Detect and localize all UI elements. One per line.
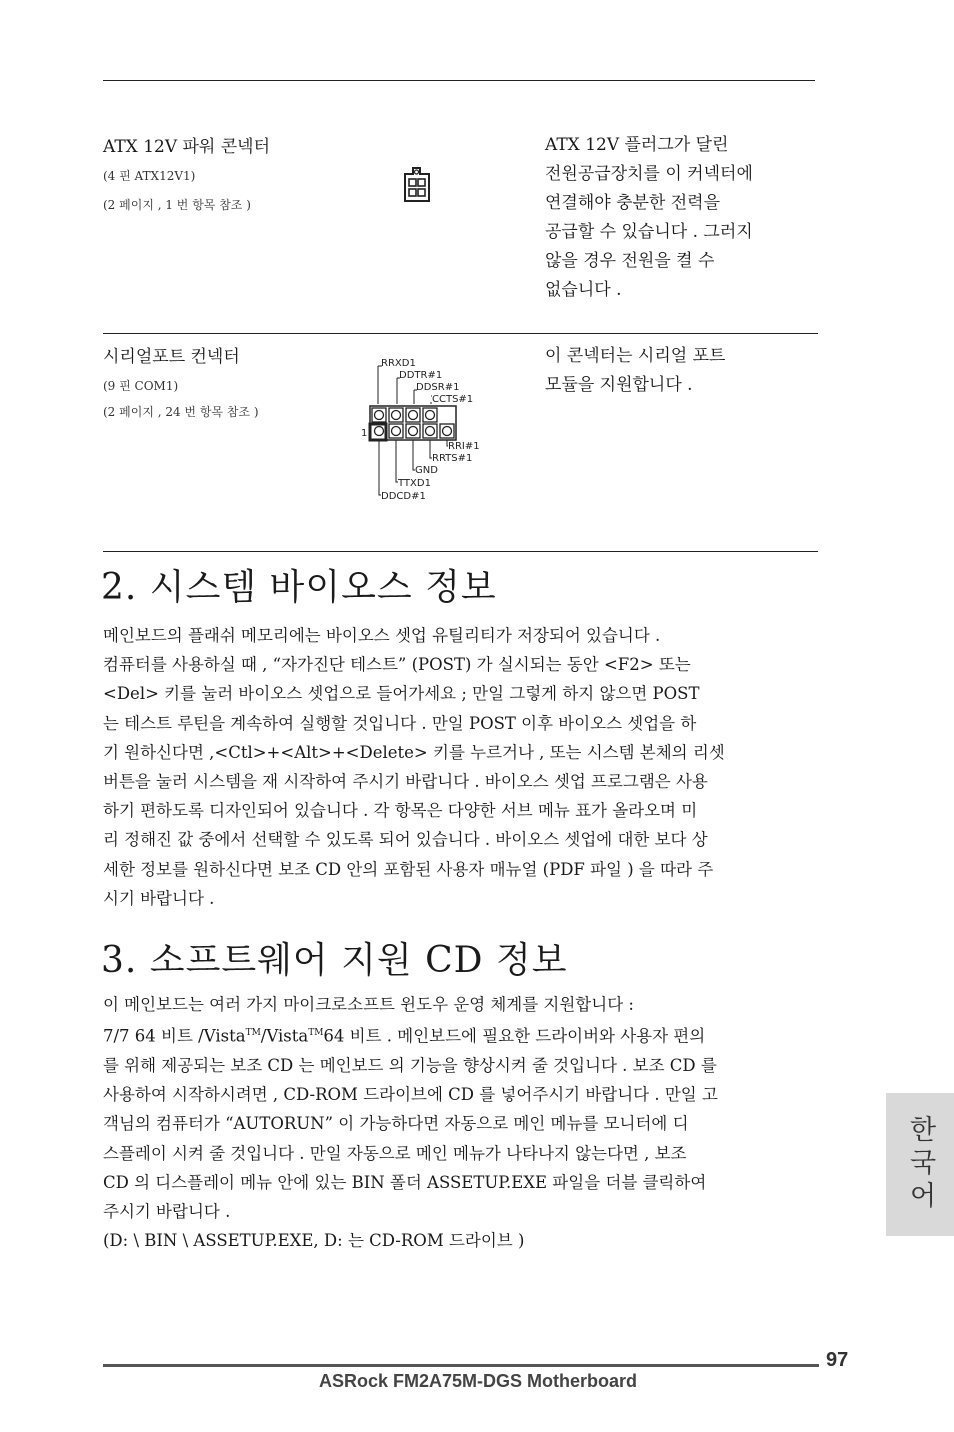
page-number: 97 — [826, 1349, 849, 1371]
para-line: 버튼을 눌러 시스템을 재 시작하여 주시기 바랍니다 . 바이오스 셋업 프로그램은 사용 — [103, 772, 708, 792]
desc-line: 모듈을 지원합니다 . — [545, 375, 693, 395]
para-line: (D: \ BIN \ ASSETUP.EXE, D: 는 CD-ROM 드라이브 ) — [103, 1231, 525, 1251]
divider-rule — [103, 551, 818, 552]
para-line: 기 원하신다면 ,<Ctl>+<Alt>+<Delete> 키를 누르거나 , 또는 시스템 본체의 리셋 — [103, 742, 725, 762]
para-line: 이 메인보드는 여러 가지 마이크로소프트 윈도우 운영 체계를 지원합니다 : — [103, 995, 634, 1014]
desc-line: 않을 경우 전원을 켤 수 — [545, 251, 715, 271]
atx-connector-pins: (4 핀 ATX12V1) — [103, 169, 196, 183]
footer-rule — [103, 1364, 819, 1367]
desc-line: 없습니다 . — [545, 280, 622, 300]
pin-label: RRI#1 — [448, 441, 480, 452]
para-line: 를 위해 제공되는 보조 CD 는 메인보드 의 기능을 향상시켜 줄 것입니다 . 보조 CD 를 — [103, 1055, 717, 1075]
para-line: 시기 바랍니다 . — [103, 888, 215, 908]
para-line: 컴퓨터를 사용하실 때 , “자가진단 테스트” (POST) 가 실시되는 동안 <F2> 또는 — [103, 655, 691, 675]
section-2-heading: 2. 시스템 바이오스 정보 — [101, 567, 497, 608]
para-line: 주시기 바랍니다 . — [103, 1201, 231, 1221]
para-line: CD 의 디스플레이 메뉴 안에 있는 BIN 폴더 ASSETUP.EXE 파일을 더블 클릭하여 — [103, 1172, 707, 1192]
pin-one-marker: 1 — [361, 428, 368, 439]
para-line: 객님의 컴퓨터가 “AUTORUN” 이 가능하다면 자동으로 메인 메뉴를 모니터에 디 — [103, 1114, 689, 1134]
para-line: 는 테스트 루틴을 계속하여 실행할 것입니다 . 만일 POST 이후 바이오스 셋업을 하 — [103, 713, 697, 733]
pin-label: RRXD1 — [381, 358, 416, 369]
para-line — [103, 1019, 819, 1051]
section-3-heading: 3. 소프트웨어 지원 CD 정보 — [101, 940, 568, 981]
pin-label: RRTS#1 — [432, 453, 473, 464]
para-line: 사용하여 시작하시려면 , CD-ROM 드라이브에 CD 를 넣어주시기 바랍니다 . 만일 고 — [103, 1085, 718, 1105]
language-side-tab — [886, 1093, 954, 1236]
serial-port-header-icon — [360, 352, 490, 507]
atx-power-connector-icon — [402, 165, 434, 207]
desc-line: 이 콘넥터는 시리얼 포트 — [545, 346, 726, 366]
pin-label: DDTR#1 — [399, 370, 443, 381]
pin-label: TTXD1 — [398, 478, 431, 489]
para-line: 스플레이 시켜 줄 것입니다 . 만일 자동으로 메인 메뉴가 나타나지 않는다면 , 보조 — [103, 1143, 687, 1163]
trademark-mark: TM — [245, 1028, 261, 1039]
pin-label: DDSR#1 — [416, 382, 460, 393]
os-list-text: 7/7 64 비트 /Vista — [103, 1026, 246, 1046]
desc-line: 전원공급장치를 이 커넥터에 — [545, 164, 753, 184]
serial-connector-pins: (9 핀 COM1) — [103, 379, 179, 393]
serial-connector-ref: (2 페이지 , 24 번 항목 참조 ) — [103, 405, 259, 419]
trademark-mark: TM — [308, 1028, 324, 1039]
serial-connector-title: 시리얼포트 컨넥터 — [103, 347, 240, 367]
top-rule — [103, 80, 815, 81]
pin-label: CCTS#1 — [432, 394, 474, 405]
os-list-text: 64 비트 . 메인보드에 필요한 드라이버와 사용자 편의 — [323, 1026, 706, 1046]
pin-label: DDCD#1 — [381, 491, 426, 502]
atx-connector-description — [545, 131, 753, 305]
atx-connector-title: ATX 12V 파워 콘넥터 — [103, 137, 271, 157]
para-line: <Del> 키를 눌러 바이오스 셋업으로 들어가세요 ; 만일 그렇게 하지 않으면 POST — [103, 684, 700, 704]
para-line: 하기 편하도록 디자인되어 있습니다 . 각 항목은 다양한 서브 메뉴 표가 올라오며 미 — [103, 801, 698, 821]
para-line: 세한 정보를 원하신다면 보조 CD 안의 포함된 사용자 매뉴얼 (PDF 파일 ) 을 따라 주 — [103, 859, 714, 879]
para-line: 리 정해진 값 중에서 선택할 수 있도록 되어 있습니다 . 바이오스 셋업에 대한 보다 상 — [103, 830, 708, 850]
atx-connector-ref: (2 페이지 , 1 번 항목 참조 ) — [103, 198, 251, 212]
desc-line: 연결해야 충분한 전력을 — [545, 193, 721, 213]
pin-label: GND — [415, 465, 438, 476]
os-list-text: /Vista — [260, 1026, 309, 1046]
desc-line: 공급할 수 있습니다 . 그러지 — [545, 222, 753, 242]
footer-product-name: ASRock FM2A75M-DGS Motherboard — [318, 1371, 638, 1391]
section-2-body — [103, 621, 819, 913]
desc-line: ATX 12V 플러그가 달린 — [545, 135, 729, 155]
para-line: 메인보드의 플래쉬 메모리에는 바이오스 셋업 유틸리티가 저장되어 있습니다 . — [103, 626, 661, 645]
divider-rule — [103, 333, 818, 334]
serial-connector-description — [545, 342, 725, 400]
language-label: 한국어 — [904, 1115, 936, 1214]
section-3-body — [103, 990, 819, 1255]
